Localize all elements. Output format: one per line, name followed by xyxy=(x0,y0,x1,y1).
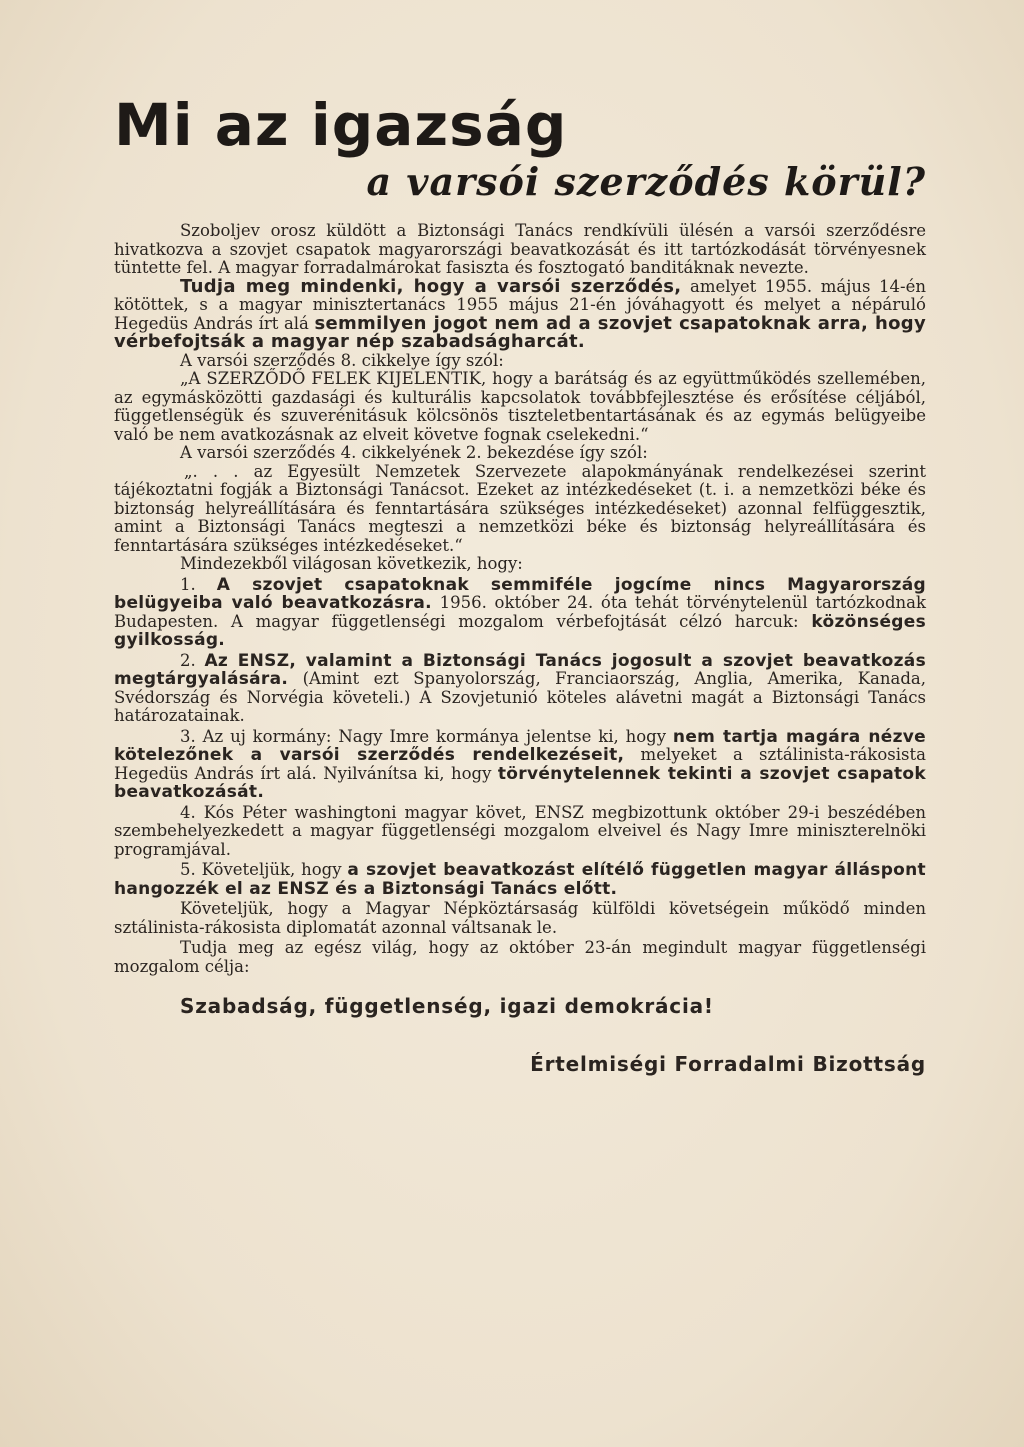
plain-text: Az uj kormány: Nagy Imre kormánya jelentse ki, hogy xyxy=(202,726,673,746)
leaflet-document xyxy=(114,92,926,1076)
paragraph-article-4-intro: A varsói szerződés 4. cikkelyének 2. bekezdése így szól: xyxy=(180,443,648,462)
quote-article-8: „A SZERZŐDŐ FELEK KIJELENTIK, hogy a barátság és az együttműködés szellemében, az egymásközötti gazdasági és kulturális kapcsolatok továbbfejlesztése és erősítése céljából, függetlenségük és szuverénitásuk kölcsönös tiszteletbentartásának és az egymás belügyeibe való be nem avatkozásnak az elveit követve fognak cselekedni.“ xyxy=(114,369,926,444)
plain-text: 1956. október 24. óta tehát törvénytelenül tartózkodnak Budapesten. A magyar függetlenségi mozgalom vérbefojtását célzó harcuk: xyxy=(114,593,926,631)
plain-text: Kós Péter washingtoni magyar követ, ENSZ megbizottunk október 29-i beszédében szembehelyezkedett a magyar függetlenségi mozgalom elveivel és Nagy Imre miniszterelnöki programjával. xyxy=(114,802,926,859)
plain-text: melyeket a sztálinista-rákosista Hegedüs András írt alá. Nyilvánítsa ki, hogy xyxy=(114,745,926,783)
point-1 xyxy=(114,576,926,650)
leaflet-title: Mi az igazság xyxy=(114,91,568,159)
plain-text: (Amint ezt Spanyolország, Franciaország, Anglia, Amerika, Kanada, Svédország és Norvégia követeli.) A Szovjetunió köteles alávetni magát a Biztonsági Tanács határozatainak. xyxy=(114,669,926,725)
paragraph-demand-diplomats: Követeljük, hogy a Magyar Népköztársaság külföldi követségein működő minden sztálinista-rákosista diplomatát azonnal váltsanak le. xyxy=(114,899,926,937)
point-number: 3. xyxy=(180,726,203,746)
point-3 xyxy=(114,728,926,802)
paragraph-article-8-intro: A varsói szerződés 8. cikkelye így szól: xyxy=(180,350,504,370)
bold-text: Az ENSZ, valamint a Biztonsági Tanács jogosult a szovjet beavatkozás megtárgyalására. xyxy=(114,650,926,689)
signature: Értelmiségi Forradalmi Bizottság xyxy=(530,1052,926,1076)
point-number: 4. xyxy=(180,802,204,822)
quote-article-4: „. . . az Egyesült Nemzetek Szervezete alapokmányának rendelkezései szerint tájékoztatni fogják a Biztonsági Tanácsot. Ezeket az intézkedéseket (t. i. a nemzetközi béke és biztonság helyreállítására és fenntartására szükséges intézkedéseket) azonnal felfüggesztik, amint a Biztonsági Tanács megteszi a nemzetközi béke és biztonság helyreállítására és fenntartására szükséges intézkedéseket.“ xyxy=(114,461,926,555)
paragraph-intro: Szoboljev orosz küldött a Biztonsági Tanács rendkívüli ülésén a varsói szerződésre hivatkozva a szovjet csapatok magyarországi beavatkozását és itt tartózkodását törvényesnek tüntette fel. A magyar forradalmárokat fasiszta és fosztogató banditáknak nevezte. xyxy=(114,221,926,277)
bold-text: semmilyen jogot nem ad a szovjet csapatoknak arra, hogy vérbefojtsák a magyar nép szabadságharcát. xyxy=(114,312,926,352)
slogan: Szabadság, függetlenség, igazi demokrácia! xyxy=(180,994,714,1018)
plain-text: amelyet 1955. május 14-én kötöttek, s a magyar minisztertanács 1955 május 21-én jóváhagyott és melyet a népáruló Hegedüs András írt alá xyxy=(114,276,926,333)
plain-text: Követeljük, hogy xyxy=(201,860,348,879)
bold-text: közönséges gyilkosság. xyxy=(114,611,926,650)
bold-text: törvénytelennek tekinti a szovjet csapatok beavatkozását. xyxy=(114,763,926,802)
point-number: 2. xyxy=(180,650,205,670)
bold-text: a szovjet beavatkozást elítélő független magyar álláspont hangozzék el az ENSZ és a Biztonsági Tanács előtt. xyxy=(114,860,926,899)
bold-text: Tudja meg mindenki, hogy a varsói szerződés, xyxy=(180,275,682,297)
bold-text: nem tartja magára nézve kötelezőnek a varsói szerződés rendelkezéseit, xyxy=(114,726,926,765)
paragraph-world-know: Tudja meg az egész világ, hogy az október 23-án megindult magyar függetlenségi mozgalom célja: xyxy=(114,938,926,976)
point-4 xyxy=(114,804,926,860)
point-2 xyxy=(114,652,926,726)
bold-text: A szovjet csapatoknak semmiféle jogcíme nincs Magyarország belügyeiba való beavatkozásra. xyxy=(114,574,926,613)
leaflet-subtitle: a varsói szerződés körül? xyxy=(366,159,926,204)
paragraph-conclusion-intro: Mindezekből világosan következik, hogy: xyxy=(180,554,523,573)
point-number: 1. xyxy=(180,574,217,594)
point-number: 5. xyxy=(180,860,202,879)
point-5 xyxy=(114,861,926,898)
paragraph-tudja-meg xyxy=(114,275,926,352)
